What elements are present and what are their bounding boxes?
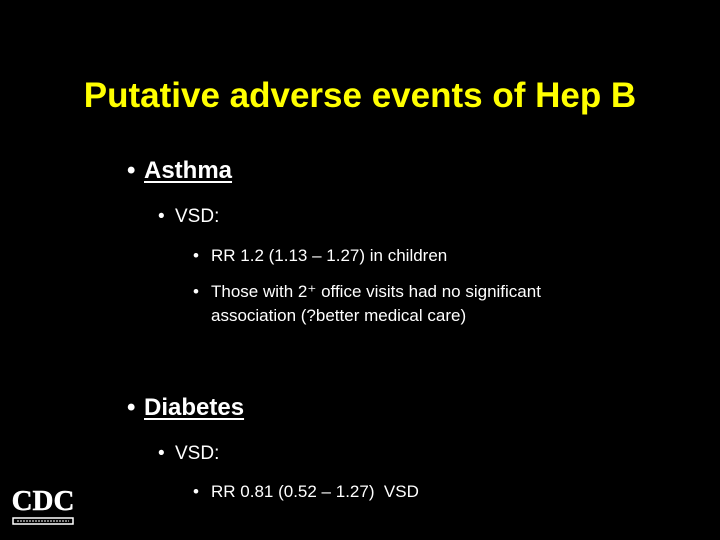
detail-item — [193, 480, 419, 504]
sub-bullet-vsd — [158, 204, 219, 230]
bullet-dot: • — [127, 394, 136, 421]
sub-bullet-vsd — [158, 441, 219, 467]
cdc-logo — [10, 478, 76, 530]
bullet-label: Diabetes — [144, 394, 245, 421]
bullet-label: Asthma — [144, 157, 233, 184]
bullet-diabetes — [127, 393, 244, 423]
bullet-dot: • — [193, 246, 199, 265]
cdc-logo-text: CDC — [11, 485, 75, 517]
detail-item — [193, 244, 447, 268]
detail-text: RR 1.2 (1.13 – 1.27) in children — [211, 246, 448, 265]
bullet-dot: • — [193, 482, 199, 501]
detail-text: Those with 2⁺ office visits had no significant — [211, 282, 541, 301]
bullet-dot: • — [158, 443, 165, 464]
bullet-dot: • — [127, 157, 136, 184]
slide-title: Putative adverse events of Hep B — [83, 76, 637, 115]
bullet-asthma — [127, 156, 232, 186]
bullet-dot: • — [193, 282, 199, 301]
sub-bullet-label: VSD: — [175, 443, 220, 464]
bullet-dot: • — [158, 206, 165, 227]
detail-text: RR 0.81 (0.52 – 1.27) VSD — [211, 482, 419, 501]
cdc-logo-icon — [10, 478, 76, 530]
detail-item — [193, 280, 541, 328]
sub-bullet-label: VSD: — [175, 206, 220, 227]
detail-text-continued: association (?better medical care) — [211, 306, 467, 325]
